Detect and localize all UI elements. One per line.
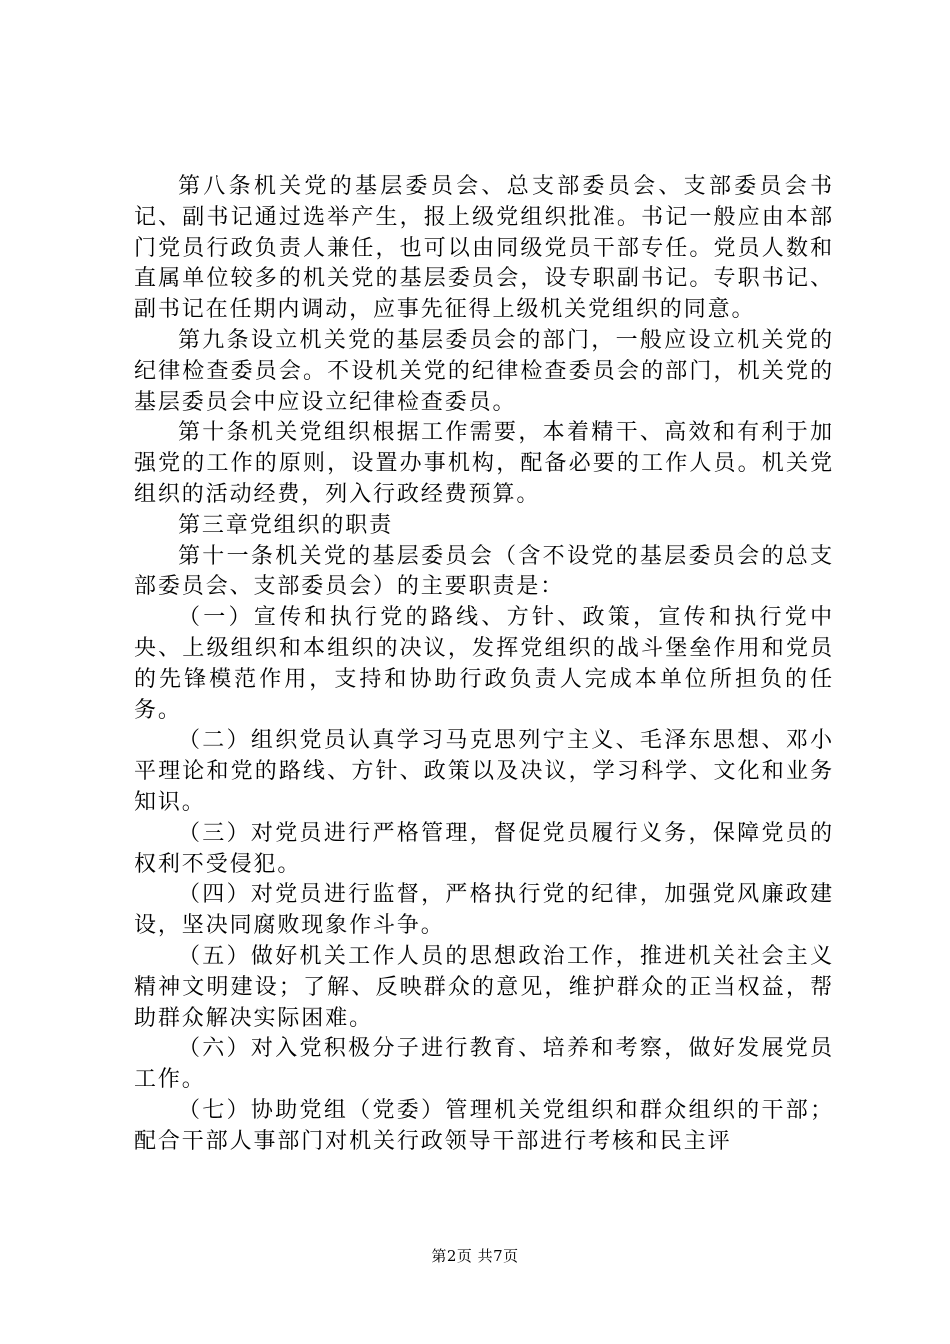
paragraph-item-5: （五）做好机关工作人员的思想政治工作，推进机关社会主义精神文明建设；了解、反映群众的意见，维护群众的正当权益，帮助群众解决实际困难。 xyxy=(134,943,834,1031)
page-footer xyxy=(0,1246,950,1266)
paragraph-item-1: （一）宣传和执行党的路线、方针、政策，宣传和执行党中央、上级组织和本组织的决议，发挥党组织的战斗堡垒作用和党员的先锋模范作用，支持和协助行政负责人完成本单位所担负的任务。 xyxy=(134,605,834,723)
paragraph-article-11: 第十一条机关党的基层委员会（含不设党的基层委员会的总支部委员会、支部委员会）的主要职责是： xyxy=(134,543,834,600)
paragraph-item-4: （四）对党员进行监督，严格执行党的纪律，加强党风廉政建设，坚决同腐败现象作斗争。 xyxy=(134,882,834,939)
document-body xyxy=(134,172,834,1158)
paragraph-item-3: （三）对党员进行严格管理，督促党员履行义务，保障党员的权利不受侵犯。 xyxy=(134,820,834,877)
paragraph-article-9: 第九条设立机关党的基层委员会的部门，一般应设立机关党的纪律检查委员会。不设机关党的纪律检查委员会的部门，机关党的基层委员会中应设立纪律检查委员。 xyxy=(134,327,834,415)
paragraph-item-2: （二）组织党员认真学习马克思列宁主义、毛泽东思想、邓小平理论和党的路线、方针、政策以及决议，学习科学、文化和业务知识。 xyxy=(134,728,834,815)
paragraph-article-10: 第十条机关党组织根据工作需要，本着精干、高效和有利于加强党的工作的原则，设置办事机构，配备必要的工作人员。机关党组织的活动经费，列入行政经费预算。 xyxy=(134,420,834,507)
paragraph-item-6: （六）对入党积极分子进行教育、培养和考察，做好发展党员工作。 xyxy=(134,1036,834,1093)
paragraph-article-8: 第八条机关党的基层委员会、总支部委员会、支部委员会书记、副书记通过选举产生，报上级党组织批准。书记一般应由本部门党员行政负责人兼任，也可以由同级党员干部专任。党员人数和直属单位较多的机关党的基层委员会，设专职副书记。专职书记、副书记在任期内调动，应事先征得上级机关党组织的同意。 xyxy=(134,174,834,323)
chapter-heading: 第三章党组织的职责 xyxy=(178,512,394,538)
paragraph-item-7: （七）协助党组（党委）管理机关党组织和群众组织的干部；配合干部人事部门对机关行政领导干部进行考核和民主评 xyxy=(134,1097,834,1154)
page-number-label: 第2页 共7页 xyxy=(431,1247,519,1265)
